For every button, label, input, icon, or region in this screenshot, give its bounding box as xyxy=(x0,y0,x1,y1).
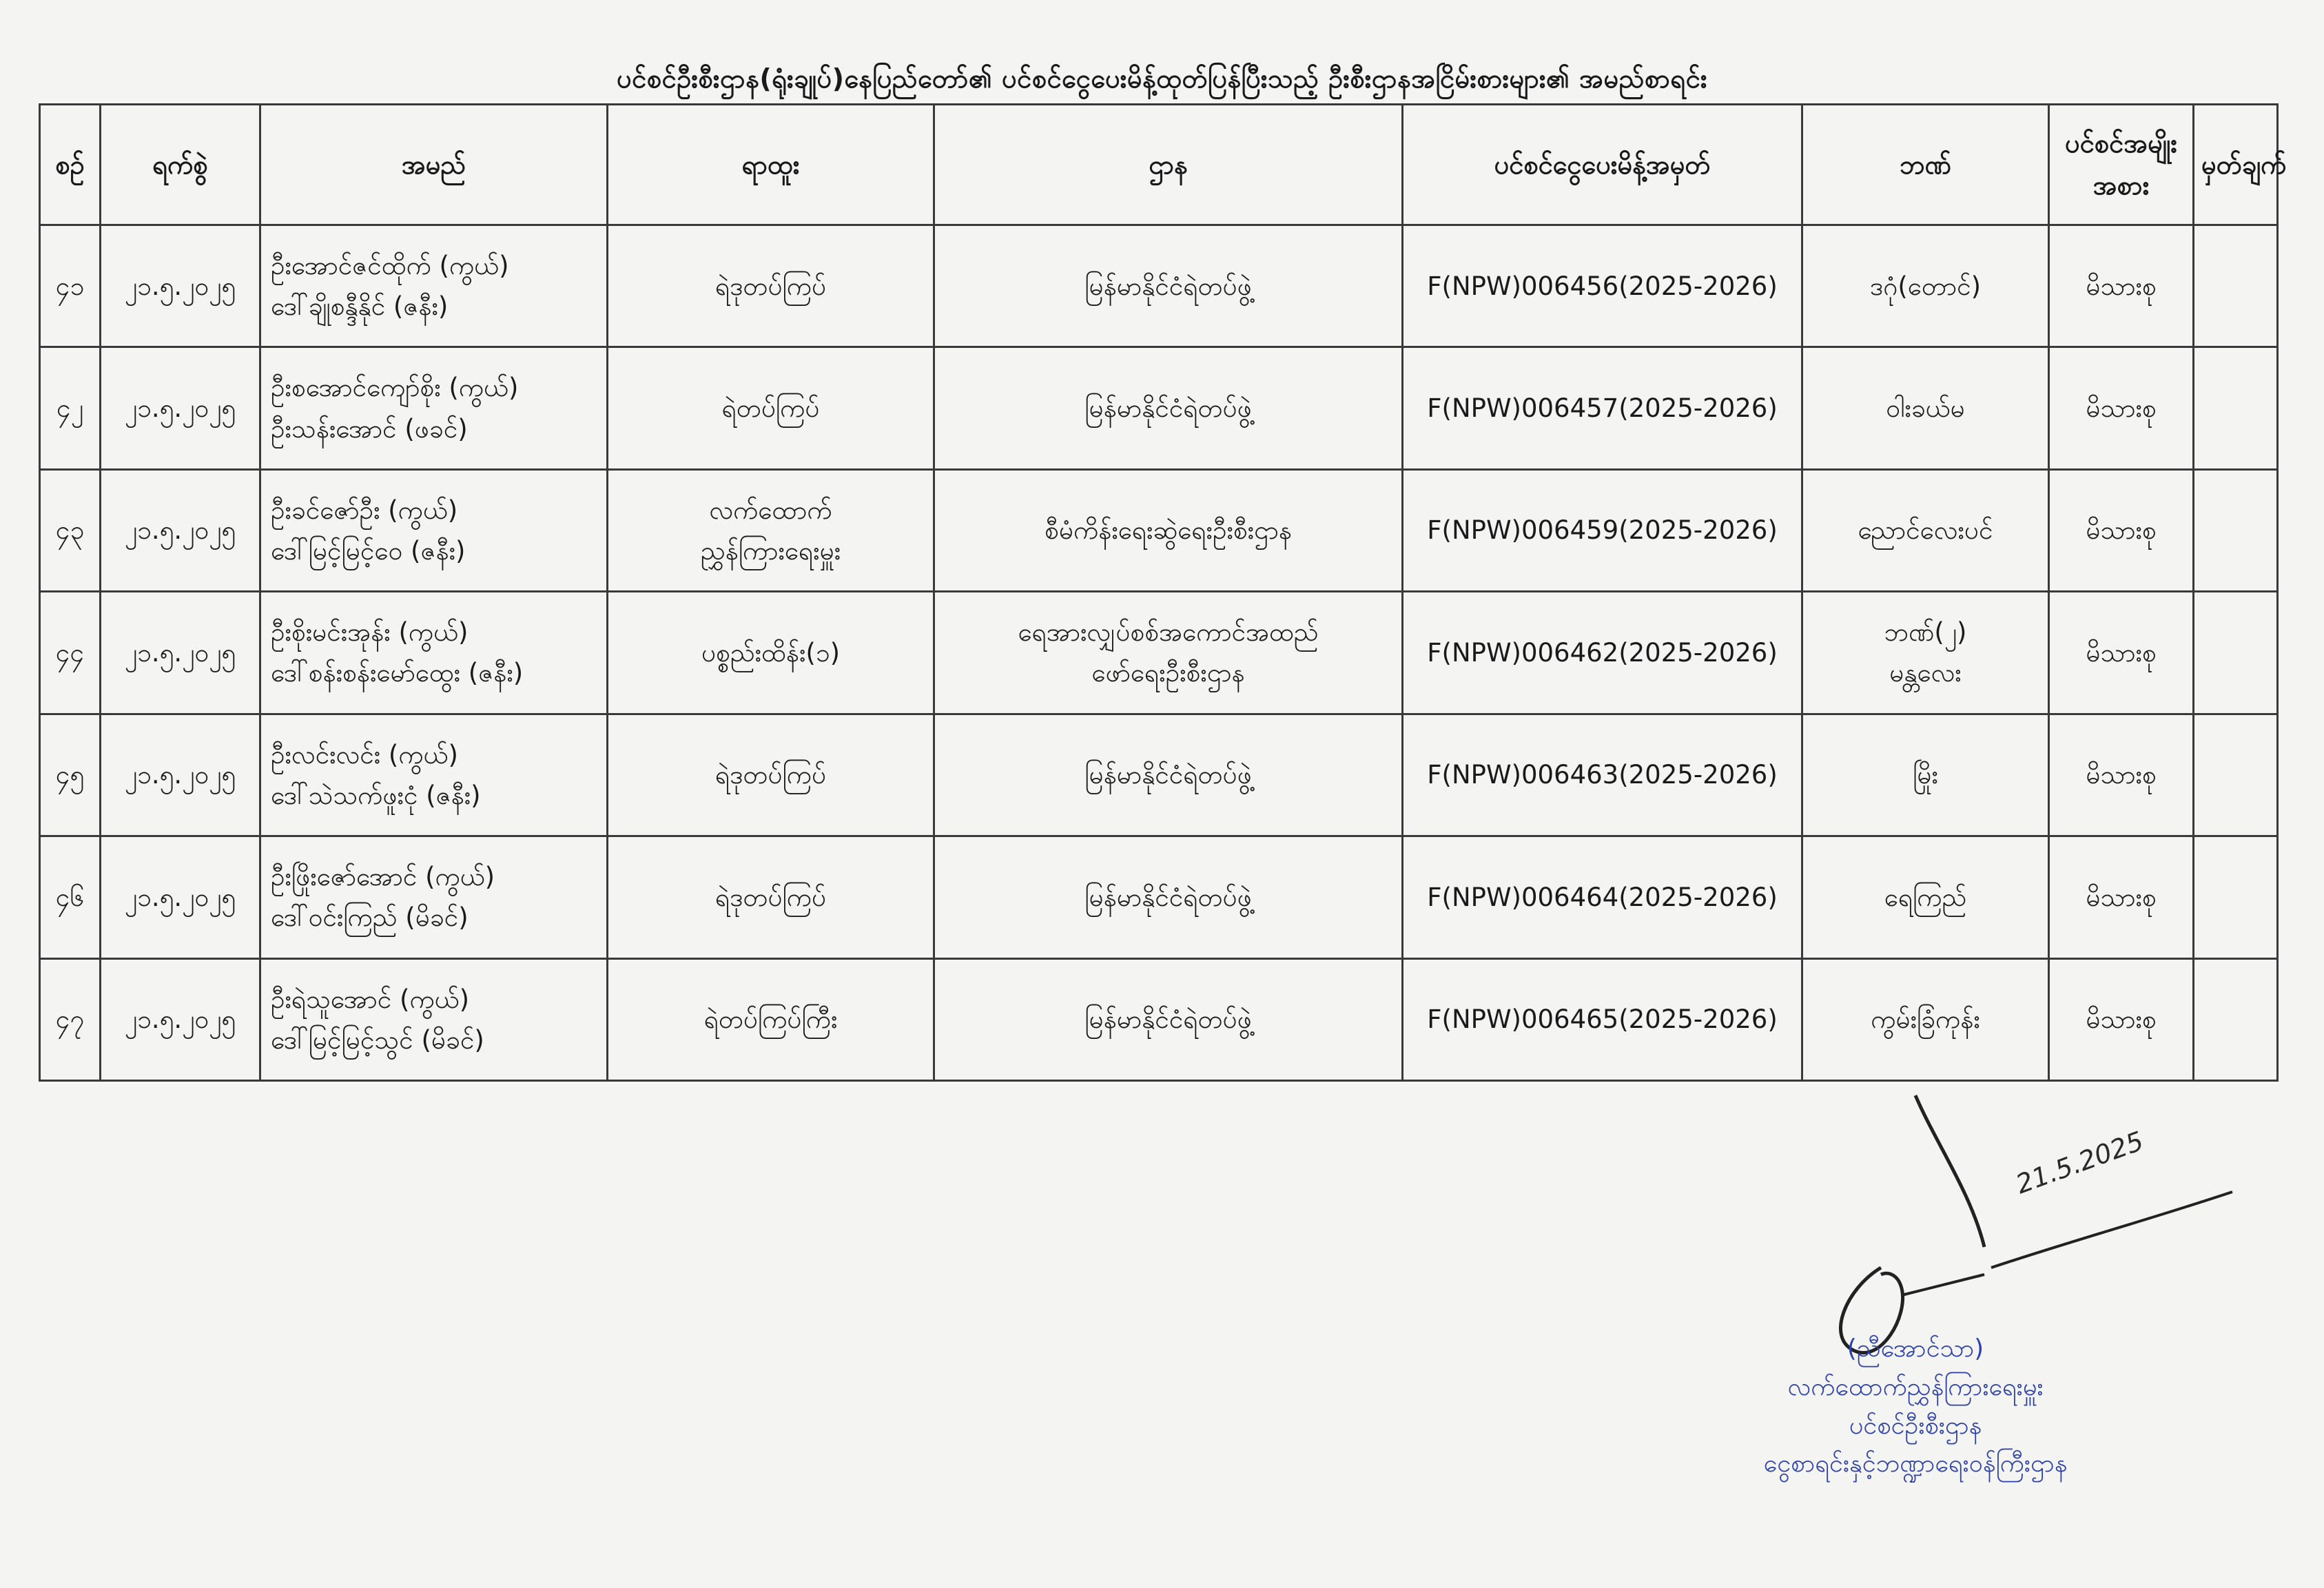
row-bank xyxy=(1802,958,2049,1080)
header-name: အမည် xyxy=(260,105,608,225)
recipient-name: ဒေါ်ချိုစန္ဒီနိုင် (ဇနီး) xyxy=(271,291,449,322)
row-order-number: F(NPW)006456(2025-2026) xyxy=(1403,225,1802,347)
row-rank xyxy=(608,225,934,347)
row-department xyxy=(934,714,1403,836)
row-rank xyxy=(608,469,934,591)
header-date: ရက်စွဲ xyxy=(101,105,260,225)
row-department xyxy=(934,592,1403,714)
bank-text: မြိုး xyxy=(1913,760,1938,790)
recipient-name: ဒေါ်ဝင်းကြည် (မိခင်) xyxy=(271,903,469,933)
recipient-name: ဒေါ်စန်းစန်းမော်ထွေး (ဇနီး) xyxy=(271,658,524,688)
row-no: ၄၂ xyxy=(40,347,101,469)
row-rank xyxy=(608,836,934,958)
row-bank xyxy=(1802,469,2049,591)
recipient-name: ဒေါ်သဲသက်ဖူးငုံ (ဇနီး) xyxy=(271,780,481,810)
row-no: ၄၄ xyxy=(40,592,101,714)
pensioner-name: ဦးရဲသူအောင် (ကွယ်) xyxy=(271,984,470,1014)
bank-text: ဒဂုံ(တောင်) xyxy=(1869,271,1982,301)
row-remark xyxy=(2194,469,2278,591)
pensioner-name: ဦးဖြိုးဇော်အောင် (ကွယ်) xyxy=(271,862,495,892)
row-remark xyxy=(2194,592,2278,714)
header-rank: ရာထူး xyxy=(608,105,934,225)
row-name xyxy=(260,225,608,347)
row-department xyxy=(934,347,1403,469)
signer-position: လက်ထောက်ညွှန်ကြားရေးမှူး xyxy=(1787,1372,2044,1401)
table-row xyxy=(40,347,2278,469)
row-name xyxy=(260,592,608,714)
department-text: မြန်မာနိုင်ငံရဲတပ်ဖွဲ့ xyxy=(1084,760,1252,790)
row-no: ၄၃ xyxy=(40,469,101,591)
pensioner-name: ဦးလင်းလင်း (ကွယ်) xyxy=(271,739,458,770)
row-rank xyxy=(608,347,934,469)
row-bank xyxy=(1802,225,2049,347)
row-order-number: F(NPW)006459(2025-2026) xyxy=(1403,469,1802,591)
row-no: ၄၆ xyxy=(40,836,101,958)
row-rank xyxy=(608,592,934,714)
table-header-row xyxy=(40,105,2278,225)
row-no: ၄၇ xyxy=(40,958,101,1080)
row-date: ၂၁.၅.၂၀၂၅ xyxy=(101,958,260,1080)
row-remark xyxy=(2194,958,2278,1080)
row-date: ၂၁.၅.၂၀၂၅ xyxy=(101,469,260,591)
pensioner-name: ဦးခင်ဇော်ဦး (ကွယ်) xyxy=(271,495,458,525)
row-order-number: F(NPW)006462(2025-2026) xyxy=(1403,592,1802,714)
bank-text: ရေကြည် xyxy=(1884,882,1967,912)
header-department: ဌာန xyxy=(934,105,1403,225)
table-row xyxy=(40,225,2278,347)
row-date: ၂၁.၅.၂၀၂၅ xyxy=(101,836,260,958)
signer-ministry: ငွေစာရင်းနှင့်ဘဏ္ဍာရေးဝန်ကြီးဌာန xyxy=(1763,1450,2068,1478)
rank-text: ပစ္စည်းထိန်း(၁) xyxy=(701,637,841,668)
row-bank xyxy=(1802,714,2049,836)
row-department xyxy=(934,469,1403,591)
pensioner-name: ဦးအောင်ဇင်ထိုက် (ကွယ်) xyxy=(271,251,509,281)
row-order-number: F(NPW)006457(2025-2026) xyxy=(1403,347,1802,469)
row-date: ၂၁.၅.၂၀၂၅ xyxy=(101,592,260,714)
department-text: မြန်မာနိုင်ငံရဲတပ်ဖွဲ့ xyxy=(1084,882,1252,912)
pension-table xyxy=(39,103,2287,1082)
signer-department: ပင်စင်ဦးစီးဌာန xyxy=(1849,1411,1982,1440)
row-department xyxy=(934,836,1403,958)
bank-text: ကွမ်းခြံကုန်း xyxy=(1871,1004,1980,1035)
row-bank xyxy=(1802,836,2049,958)
row-rank xyxy=(608,958,934,1080)
header-remark: မှတ်ချက် xyxy=(2194,105,2278,225)
recipient-name: ဒေါ်မြင့်မြင့်ဝေ (ဇနီး) xyxy=(271,536,466,566)
department-text: မြန်မာနိုင်ငံရဲတပ်ဖွဲ့ xyxy=(1084,393,1252,424)
bank-text: ဝါးခယ်မ xyxy=(1886,393,1965,424)
rank-text: ရဲဒုတပ်ကြပ် xyxy=(714,271,827,301)
row-name xyxy=(260,469,608,591)
rank-text: ရဲဒုတပ်ကြပ် xyxy=(714,760,827,790)
row-department xyxy=(934,958,1403,1080)
department-text: မြန်မာနိုင်ငံရဲတပ်ဖွဲ့ xyxy=(1084,271,1252,301)
table-row xyxy=(40,958,2278,1080)
row-pension-type: မိသားစု xyxy=(2049,958,2194,1080)
department-text: ရေအားလျှပ်စစ်အကောင်အထည် xyxy=(1018,617,1319,648)
row-no: ၄၁ xyxy=(40,225,101,347)
row-date: ၂၁.၅.၂၀၂၅ xyxy=(101,225,260,347)
row-pension-type: မိသားစု xyxy=(2049,592,2194,714)
pensioner-name: ဦးစိုးမင်းအုန်း (ကွယ်) xyxy=(271,617,469,648)
department-text: ဖော်ရေးဦးစီးဌာန xyxy=(1091,658,1245,688)
table-row xyxy=(40,836,2278,958)
department-text: မြန်မာနိုင်ငံရဲတပ်ဖွဲ့ xyxy=(1084,1004,1252,1035)
header-order-number: ပင်စင်ငွေပေးမိန့်အမှတ် xyxy=(1403,105,1802,225)
recipient-name: ဒေါ်မြင့်မြင့်သွင် (မိခင်) xyxy=(271,1024,484,1055)
row-pension-type: မိသားစု xyxy=(2049,714,2194,836)
signature-date: 21.5.2025 xyxy=(2012,1125,2148,1200)
rank-text: လက်ထောက် xyxy=(709,495,832,525)
row-remark xyxy=(2194,714,2278,836)
row-date: ၂၁.၅.၂၀၂၅ xyxy=(101,347,260,469)
row-remark xyxy=(2194,347,2278,469)
row-remark xyxy=(2194,836,2278,958)
row-department xyxy=(934,225,1403,347)
row-name xyxy=(260,958,608,1080)
rank-text: ရဲဒုတပ်ကြပ် xyxy=(714,882,827,912)
header-no: စဉ် xyxy=(40,105,101,225)
rank-text: ညွှန်ကြားရေးမှူး xyxy=(700,536,841,566)
signer-name: (ညီအောင်သာ) xyxy=(1847,1334,1984,1363)
row-pension-type: မိသားစု xyxy=(2049,225,2194,347)
table-row xyxy=(40,714,2278,836)
bank-text: ညောင်လေးပင် xyxy=(1858,515,1993,546)
row-name xyxy=(260,347,608,469)
row-remark xyxy=(2194,225,2278,347)
row-pension-type: မိသားစု xyxy=(2049,347,2194,469)
table-row xyxy=(40,592,2278,714)
pensioner-name: ဦးစအောင်ကျော်စိုး (ကွယ်) xyxy=(271,373,519,403)
rank-text: ရဲတပ်ကြပ် xyxy=(721,393,820,424)
bank-text: ဘဏ်(၂) xyxy=(1884,617,1967,648)
official-stamp xyxy=(1674,1330,2157,1483)
row-bank xyxy=(1802,592,2049,714)
row-date: ၂၁.၅.၂၀၂၅ xyxy=(101,714,260,836)
row-name xyxy=(260,836,608,958)
department-text: စီမံကိန်းရေးဆွဲရေးဦးစီးဌာန xyxy=(1045,515,1292,546)
row-pension-type: မိသားစု xyxy=(2049,469,2194,591)
row-name xyxy=(260,714,608,836)
header-pension-type: ပင်စင်အမျိုးအစား xyxy=(2049,105,2194,225)
row-no: ၄၅ xyxy=(40,714,101,836)
recipient-name: ဦးသန်းအောင် (ဖခင်) xyxy=(271,413,468,444)
document-title: ပင်စင်ဦးစီးဌာန(ရုံးချုပ်)နေပြည်တော်၏ ပင်စင်ငွေပေးမိန့်ထုတ်ပြန်ပြီးသည့် ဦးစီးဌာနအငြိမ်းစားများ၏ အမည်စာရင်း xyxy=(617,63,1707,94)
row-order-number: F(NPW)006463(2025-2026) xyxy=(1403,714,1802,836)
header-bank: ဘဏ် xyxy=(1802,105,2049,225)
rank-text: ရဲတပ်ကြပ်ကြီး xyxy=(703,1004,838,1035)
row-pension-type: မိသားစု xyxy=(2049,836,2194,958)
row-order-number: F(NPW)006465(2025-2026) xyxy=(1403,958,1802,1080)
bank-text: မန္တလေး xyxy=(1889,658,1962,688)
table-row xyxy=(40,469,2278,591)
row-order-number: F(NPW)006464(2025-2026) xyxy=(1403,836,1802,958)
row-bank xyxy=(1802,347,2049,469)
row-rank xyxy=(608,714,934,836)
